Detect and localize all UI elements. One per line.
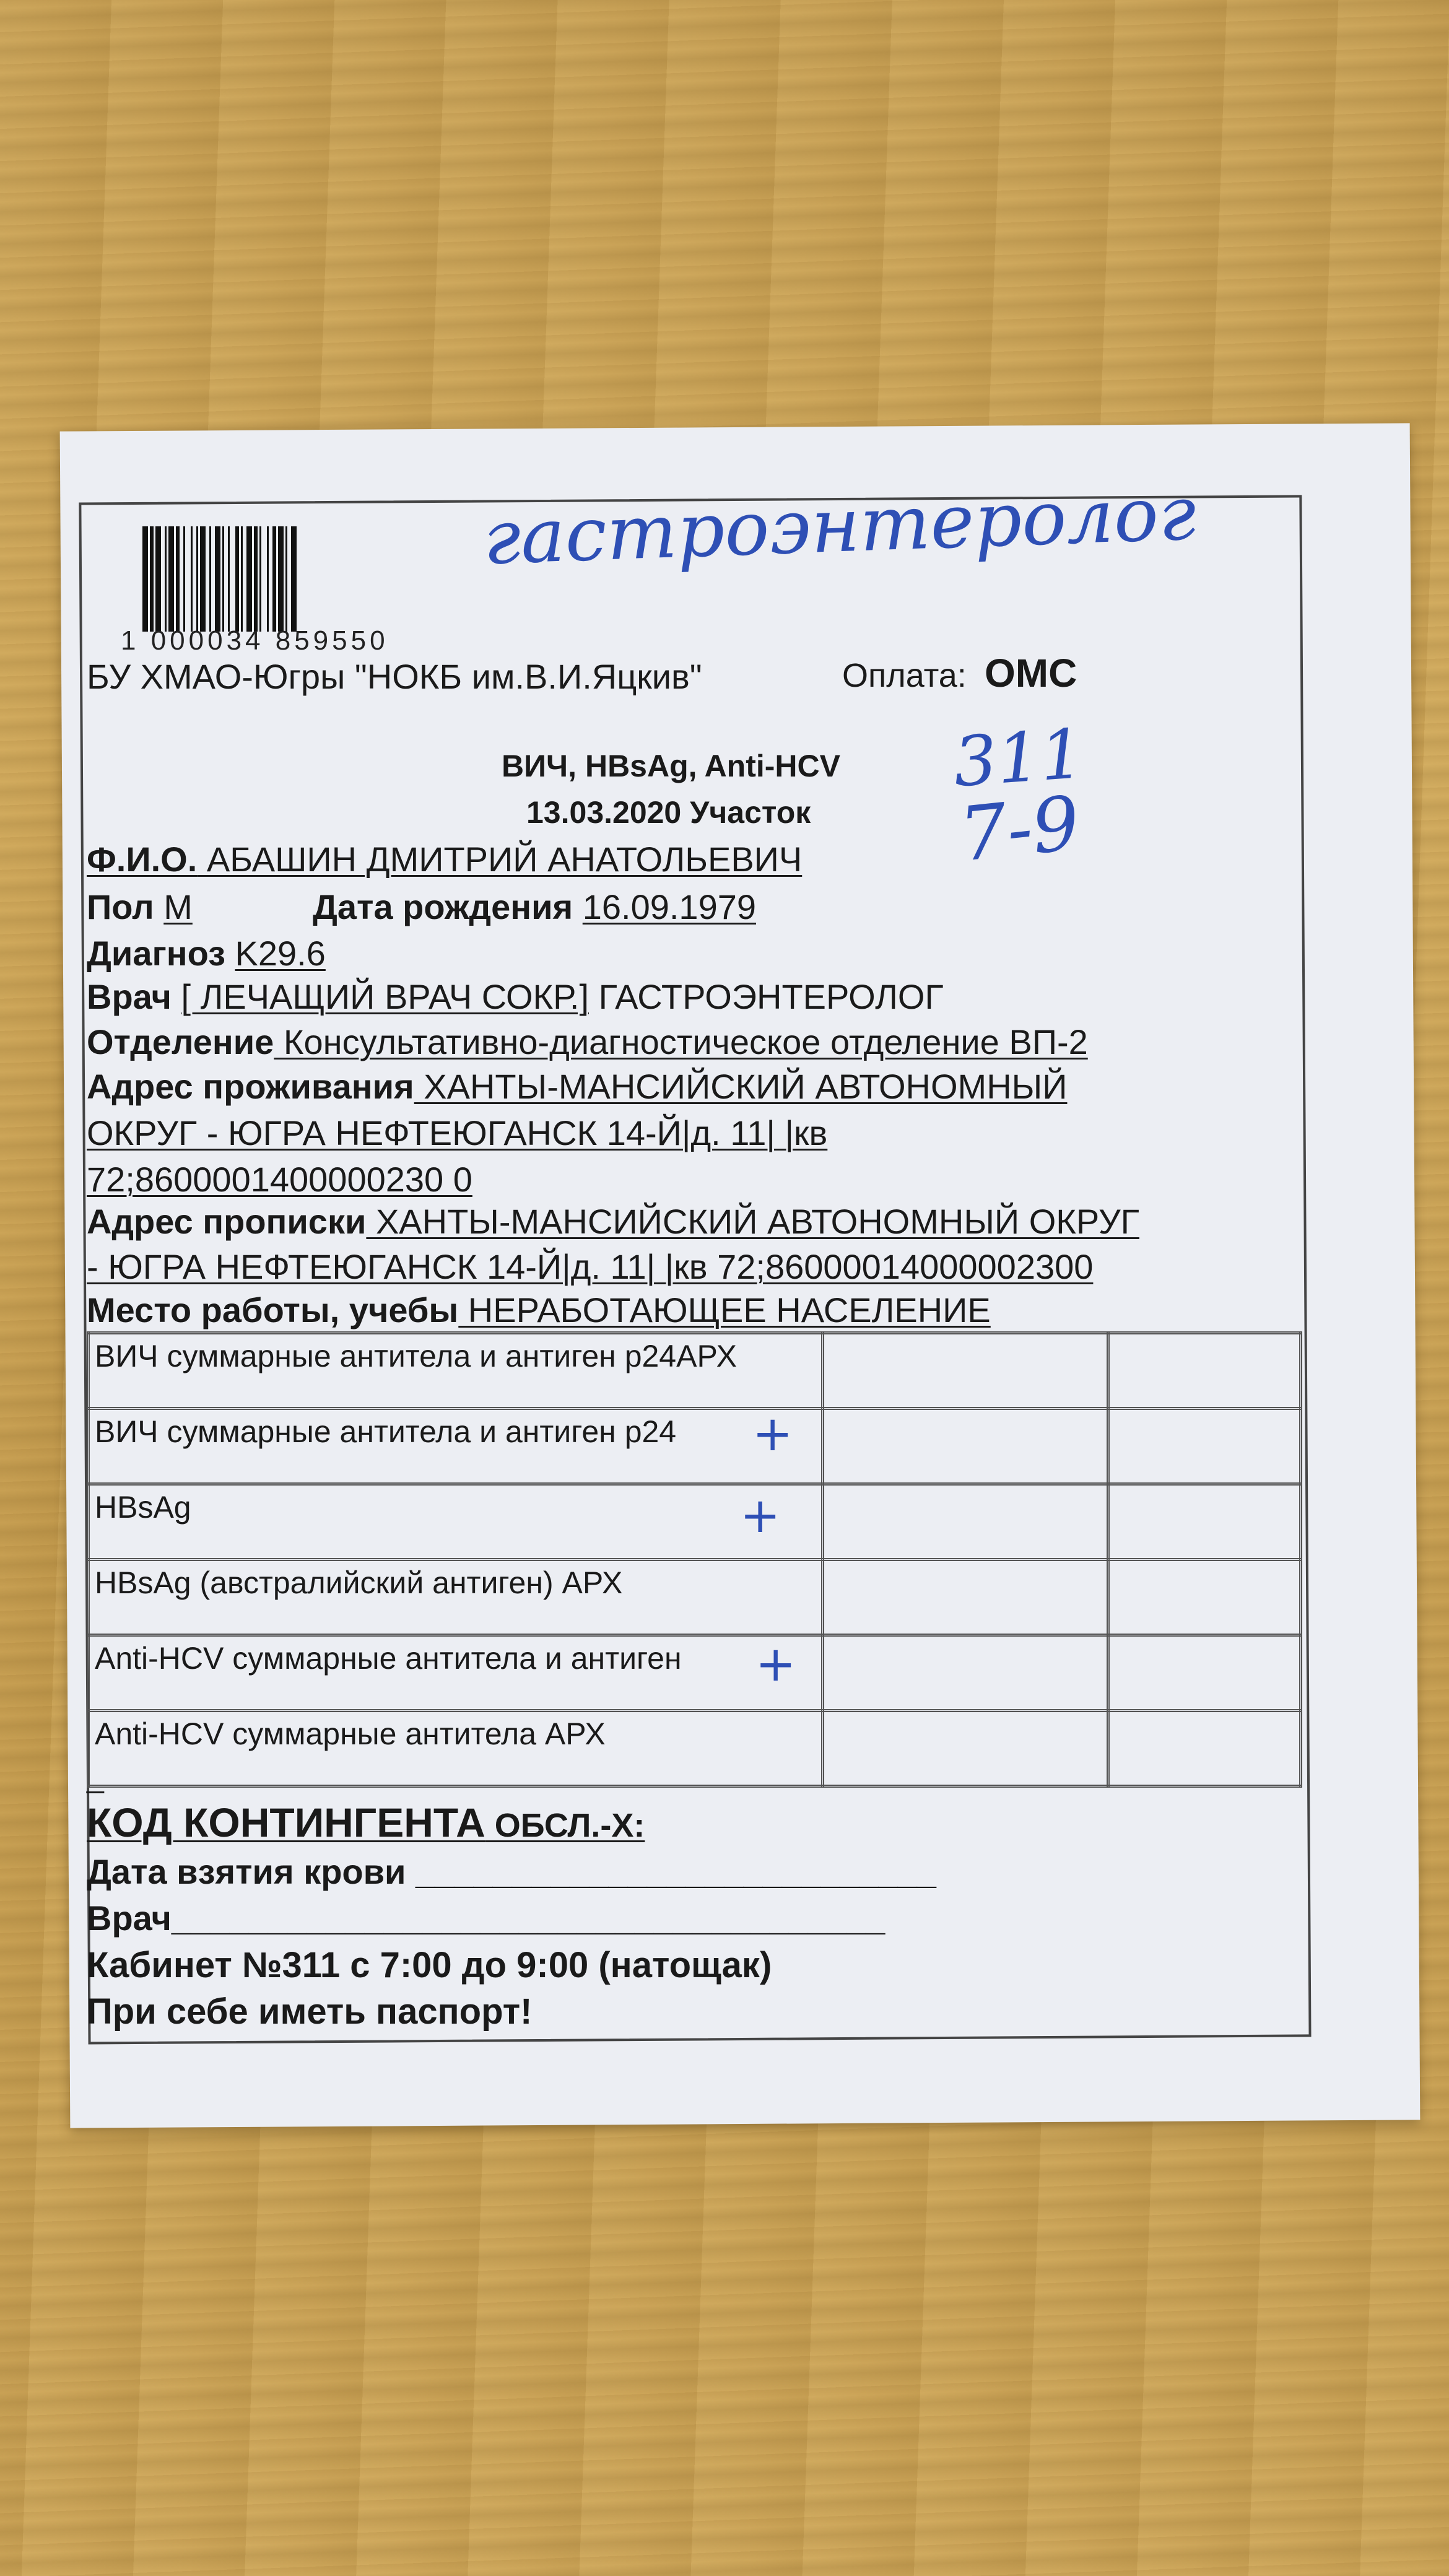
payment-label: Оплата: — [842, 657, 967, 694]
result-cell — [823, 1635, 1108, 1711]
table-row — [89, 1333, 1301, 1409]
work-row — [87, 1290, 991, 1330]
test-name: HBsAg — [95, 1490, 191, 1525]
cabinet-info: Кабинет №311 с 7:00 до 9:00 (натощак) — [87, 1945, 772, 1985]
note-cell — [1108, 1711, 1301, 1786]
barcode-bar — [278, 526, 284, 632]
note-cell — [1108, 1635, 1301, 1711]
residence-line1: ХАНТЫ-МАНСИЙСКИЙ АВТОНОМНЫЙ — [414, 1067, 1068, 1106]
diagnosis-row — [87, 933, 326, 973]
test-name-cell — [89, 1635, 823, 1711]
table-row — [89, 1484, 1301, 1560]
dob-row — [313, 887, 756, 927]
blood-date-line: Дата взятия крови ___________________________ — [87, 1852, 936, 1891]
doctor-row — [87, 977, 944, 1017]
doctor-value: [ ЛЕЧАЩИЙ ВРАЧ СОКР.] — [181, 977, 590, 1016]
barcode-bar — [155, 526, 161, 632]
doctor-label: Врач — [87, 977, 172, 1016]
residence-row — [87, 1066, 1067, 1107]
result-cell — [823, 1711, 1108, 1786]
note-cell — [1108, 1333, 1301, 1409]
barcode-digits: 1 000034 859550 — [121, 625, 389, 656]
test-name: Anti-HCV суммарные антитела АРХ — [95, 1717, 606, 1751]
fio-label: Ф.И.О. — [87, 840, 198, 879]
table-row — [89, 1711, 1301, 1786]
test-name: ВИЧ суммарные антитела и антиген р24АРХ — [95, 1339, 737, 1373]
note-cell — [1108, 1484, 1301, 1560]
table-row — [89, 1409, 1301, 1484]
test-name-cell — [89, 1333, 823, 1409]
barcode-bar — [200, 526, 206, 632]
contingent-suffix: ОБСЛ.-Х: — [485, 1807, 645, 1844]
test-name-cell — [89, 1406, 823, 1484]
date-line: 13.03.2020 Участок — [526, 795, 811, 830]
registration-label: Адрес прописки — [87, 1202, 367, 1241]
test-name-cell — [89, 1484, 823, 1560]
test-name: HBsAg (австралийский антиген) АРХ — [95, 1565, 623, 1600]
handwritten-check: + — [740, 1488, 781, 1544]
result-cell — [823, 1333, 1108, 1409]
tests-table — [87, 1331, 1302, 1788]
payment-value: ОМС — [985, 651, 1077, 695]
test-name: ВИЧ суммарные антитела и антиген р24 — [95, 1414, 677, 1449]
handwritten-time: 7-9 — [955, 780, 1084, 879]
diagnosis-value: K29.6 — [235, 934, 326, 973]
table-row — [89, 1560, 1301, 1635]
barcode-bar — [168, 526, 174, 632]
note-cell — [1108, 1409, 1301, 1484]
institution-name: БУ ХМАО-Югры "НОКБ им.В.И.Яцкив" — [87, 657, 702, 696]
department-row — [87, 1022, 1088, 1062]
tests-title: ВИЧ, HBsAg, Anti-HCV — [502, 749, 840, 783]
registration-line2: - ЮГРА НЕФТЕЮГАНСК 14-Й|д. 11| |кв 72;86000014000002300 — [87, 1247, 1094, 1286]
registration-line1: ХАНТЫ-МАНСИЙСКИЙ АВТОНОМНЫЙ ОКРУГ — [366, 1202, 1139, 1241]
department-value: Консультативно-диагностическое отделение ВП-2 — [274, 1022, 1088, 1061]
doctor-signature-line: Врач_____________________________________ — [87, 1899, 886, 1938]
sex-value: М — [163, 887, 193, 926]
barcode-bar — [185, 526, 191, 632]
residence-label: Адрес проживания — [87, 1067, 414, 1106]
contingent-row — [87, 1799, 645, 1846]
fio-row — [87, 839, 802, 879]
barcode-bar — [291, 526, 297, 632]
result-cell — [823, 1484, 1108, 1560]
sex-label: Пол — [87, 887, 154, 926]
residence-line3: 72;8600001400000230 0 — [87, 1160, 472, 1199]
footer-dash: _ — [87, 1759, 104, 1794]
passport-notice: При себе иметь паспорт! — [87, 1991, 533, 2032]
test-name: Anti-HCV суммарные антитела и антиген — [95, 1641, 682, 1676]
handwritten-room: 311 — [951, 713, 1087, 803]
table-row — [89, 1635, 1301, 1711]
barcode-image — [142, 526, 402, 632]
residence-line2: ОКРУГ - ЮГРА НЕФТЕЮГАНСК 14-Й|д. 11| |кв — [87, 1113, 828, 1152]
barcode-bar — [261, 526, 267, 632]
sex-row — [87, 887, 193, 927]
barcode-bar — [142, 526, 148, 632]
fio-value: АБАШИН ДМИТРИЙ АНАТОЛЬЕВИЧ — [197, 840, 803, 879]
doctor-specialty: ГАСТРОЭНТЕРОЛОГ — [598, 977, 944, 1016]
dob-label: Дата рождения — [313, 887, 573, 926]
work-value: НЕРАБОТАЮЩЕЕ НАСЕЛЕНИЕ — [458, 1290, 991, 1329]
handwritten-department: гастроэнтеролог — [481, 470, 1198, 582]
result-cell — [823, 1560, 1108, 1635]
dob-value: 16.09.1979 — [582, 887, 757, 926]
contingent-label: КОД КОНТИНГЕНТА — [87, 1799, 485, 1845]
work-label: Место работы, учебы — [87, 1290, 459, 1329]
barcode-bar — [297, 526, 298, 632]
test-name-cell — [89, 1560, 823, 1635]
result-cell — [823, 1409, 1108, 1484]
barcode-bar — [246, 526, 252, 632]
diagnosis-label: Диагноз — [87, 934, 225, 973]
test-name-cell — [89, 1711, 823, 1786]
note-cell — [1108, 1560, 1301, 1635]
barcode-bar — [215, 526, 220, 632]
department-label: Отделение — [87, 1022, 274, 1061]
handwritten-check: + — [752, 1406, 793, 1462]
barcode-bar — [230, 526, 235, 632]
handwritten-check: + — [755, 1637, 796, 1692]
registration-row — [87, 1201, 1139, 1242]
